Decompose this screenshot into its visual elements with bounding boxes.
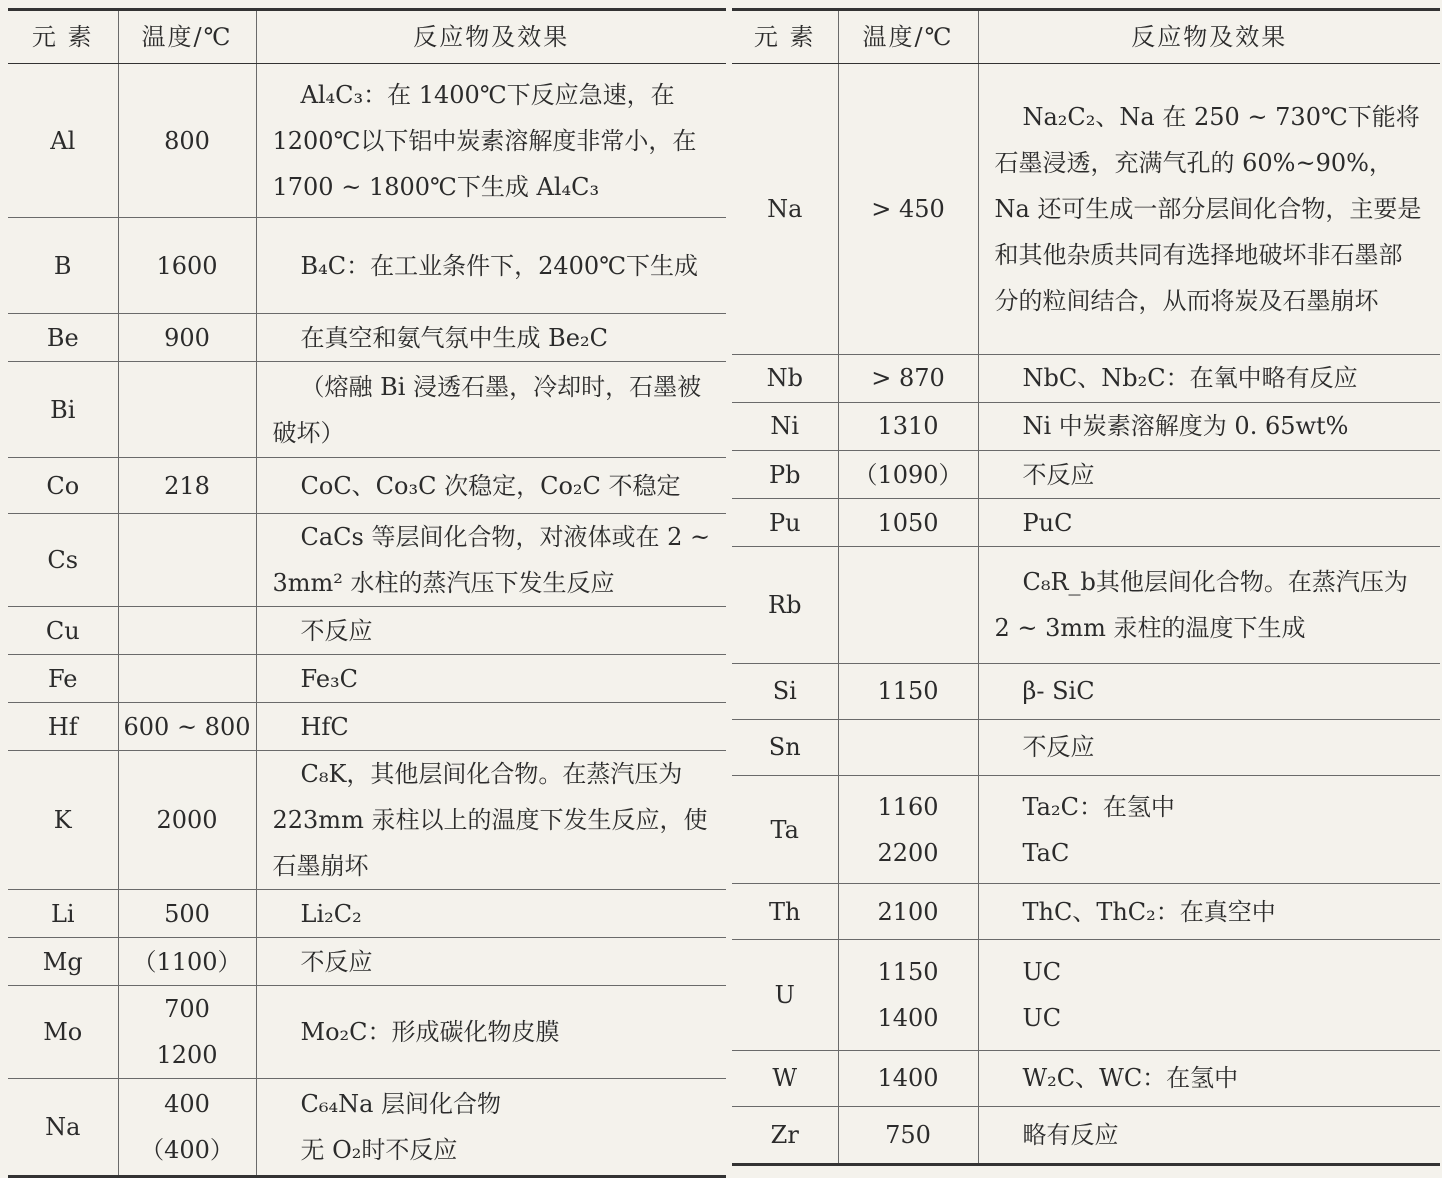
table-row: [732, 499, 1440, 547]
effect-text: UC: [1022, 1003, 1062, 1032]
temperature-value: （1090）: [853, 460, 963, 489]
header-temperature: 温度/℃: [118, 10, 256, 64]
temperature-value: 1160: [877, 792, 939, 821]
table-body-left: [8, 64, 726, 1177]
temperature-cell: [118, 218, 256, 314]
effect-cell: [256, 938, 726, 986]
table-row: [732, 1106, 1440, 1164]
header-element: 元 素: [732, 10, 838, 64]
effect-cell: [978, 1106, 1440, 1164]
element-cell: Mg: [8, 938, 118, 986]
temperature-cell: [118, 1079, 256, 1177]
effect-text: β- SiC: [1022, 677, 1095, 706]
temperature-value: 700: [164, 995, 210, 1023]
effect-text: 略有反应: [1022, 1120, 1119, 1149]
temperature-value: 2000: [156, 806, 218, 834]
temperature-cell: [118, 64, 256, 218]
effect-cell: [256, 607, 726, 655]
table-body-right: [732, 64, 1440, 1165]
element-cell: Rb: [732, 547, 838, 663]
effect-cell: [978, 64, 1440, 355]
temperature-value: 750: [885, 1120, 931, 1149]
effect-text: Ta₂C：在氢中: [1022, 792, 1175, 821]
temperature-cell: [118, 607, 256, 655]
element-cell: Be: [8, 314, 118, 362]
table-row: [8, 64, 726, 218]
element-cell: Sn: [732, 719, 838, 775]
effect-cell: [256, 514, 726, 607]
table-row: [732, 451, 1440, 499]
temperature-value: 1150: [877, 957, 939, 986]
temperature-cell: [838, 64, 978, 355]
effect-cell: [978, 451, 1440, 499]
element-cell: Bi: [8, 362, 118, 458]
temperature-value: 800: [164, 126, 210, 155]
table-row: [732, 775, 1440, 883]
effect-cell: [256, 64, 726, 218]
temperature-cell: [838, 499, 978, 547]
effect-text: CaCs 等层间化合物，对液体或在 2 ~ 3mm² 水柱的蒸汽压下发生反应: [272, 523, 711, 597]
element-cell: Na: [732, 64, 838, 355]
effect-cell: [978, 884, 1440, 940]
element-cell: Pu: [732, 499, 838, 547]
temperature-cell: [838, 402, 978, 450]
table-row: [8, 314, 726, 362]
element-cell: U: [732, 940, 838, 1050]
effect-text: C₆₄Na 层间化合物: [300, 1090, 502, 1118]
temperature-value: （1100）: [132, 947, 242, 976]
header-temperature: 温度/℃: [838, 10, 978, 64]
effect-text: TaC: [1022, 838, 1070, 867]
temperature-value: 1400: [877, 1064, 939, 1093]
element-cell: Th: [732, 884, 838, 940]
effect-cell: [978, 663, 1440, 719]
table-row: [8, 607, 726, 655]
temperature-cell: [118, 514, 256, 607]
effect-text: Mo₂C：形成碳化物皮膜: [300, 1018, 560, 1046]
effect-text: W₂C、WC：在氢中: [1022, 1064, 1239, 1093]
reaction-table-right: [732, 8, 1440, 1166]
effect-text: CoC、Co₃C 次稳定，Co₂C 不稳定: [300, 471, 681, 500]
temperature-cell: [838, 775, 978, 883]
element-cell: Co: [8, 458, 118, 514]
table-row: [8, 458, 726, 514]
table-row: [8, 986, 726, 1079]
element-cell: Li: [8, 890, 118, 938]
effect-cell: [256, 751, 726, 890]
effect-text: （熔融 Bi 浸透石墨，冷却时，石墨被破坏）: [272, 372, 702, 447]
temperature-cell: [118, 938, 256, 986]
reaction-table-left: [8, 8, 726, 1178]
temperature-cell: [118, 703, 256, 751]
table-row: [732, 719, 1440, 775]
table-row: [732, 64, 1440, 355]
element-cell: B: [8, 218, 118, 314]
element-cell: Cs: [8, 514, 118, 607]
effect-cell: [978, 719, 1440, 775]
effect-text: B₄C：在工业条件下，2400℃下生成: [300, 251, 699, 280]
temperature-value: （400）: [140, 1136, 234, 1164]
effect-cell: [978, 1050, 1440, 1106]
header-effect: 反应物及效果: [256, 10, 726, 64]
element-cell: Nb: [732, 354, 838, 402]
effect-cell: [256, 986, 726, 1079]
effect-cell: [256, 218, 726, 314]
effect-text: Na₂C₂、Na 在 250 ~ 730℃下能将石墨浸透，充满气孔的 60%~90%，Na 还可生成一部分层间化合物，主要是和其他杂质共同有选择地破坏非石墨部分的粒间结合，从而将炭及石墨崩坏: [994, 102, 1422, 315]
table-row: [8, 655, 726, 703]
element-cell: W: [732, 1050, 838, 1106]
effect-text: Ni 中炭素溶解度为 0. 65wt%: [1022, 412, 1349, 441]
effect-cell: [256, 890, 726, 938]
effect-text: Al₄C₃：在 1400℃下反应急速，在 1200℃以下铝中炭素溶解度非常小，在 1700 ~ 1800℃下生成 Al₄C₃: [272, 80, 697, 201]
temperature-cell: [838, 1050, 978, 1106]
effect-cell: [256, 458, 726, 514]
table-row: [8, 751, 726, 890]
table-row: [8, 218, 726, 314]
temperature-cell: [838, 547, 978, 663]
temperature-cell: [118, 751, 256, 890]
temperature-value: 2200: [877, 838, 939, 867]
effect-cell: [978, 354, 1440, 402]
temperature-cell: [118, 986, 256, 1079]
effect-cell: [978, 402, 1440, 450]
temperature-value: 1310: [877, 412, 939, 441]
temperature-cell: [118, 458, 256, 514]
temperature-value: 1150: [877, 677, 939, 706]
element-cell: Ni: [732, 402, 838, 450]
element-cell: Al: [8, 64, 118, 218]
table-row: [8, 938, 726, 986]
temperature-cell: [838, 663, 978, 719]
temperature-cell: [118, 655, 256, 703]
effect-text: PuC: [1022, 508, 1073, 537]
effect-text: 不反应: [1022, 733, 1095, 762]
effect-text: 在真空和氨气氛中生成 Be₂C: [300, 323, 608, 352]
temperature-value: 1600: [156, 251, 218, 280]
table-row: [8, 1079, 726, 1177]
temperature-value: 1050: [877, 508, 939, 537]
effect-cell: [978, 775, 1440, 883]
effect-cell: [256, 362, 726, 458]
temperature-cell: [838, 451, 978, 499]
temperature-cell: [838, 354, 978, 402]
temperature-value: 400: [164, 1090, 210, 1118]
effect-text: Fe₃C: [300, 664, 359, 693]
effect-text: UC: [1022, 957, 1062, 986]
table-row: [732, 663, 1440, 719]
effect-text: 无 O₂时不反应: [300, 1136, 458, 1164]
temperature-cell: [118, 890, 256, 938]
table-row: [8, 703, 726, 751]
table-row: [8, 362, 726, 458]
temperature-cell: [118, 314, 256, 362]
effect-cell: [978, 940, 1440, 1050]
temperature-value: > 450: [871, 194, 945, 223]
table-row: [8, 890, 726, 938]
element-cell: K: [8, 751, 118, 890]
temperature-value: > 870: [871, 364, 945, 393]
effect-cell: [256, 655, 726, 703]
element-cell: Na: [8, 1079, 118, 1177]
table-row: [732, 402, 1440, 450]
table-header-row: [732, 10, 1440, 64]
temperature-value: 500: [164, 899, 210, 928]
temperature-value: 218: [164, 471, 210, 500]
effect-text: NbC、Nb₂C：在氧中略有反应: [1022, 364, 1358, 393]
effect-cell: [256, 314, 726, 362]
table-row: [732, 354, 1440, 402]
temperature-value: 900: [164, 323, 210, 352]
table-header-row: [8, 10, 726, 64]
element-cell: Zr: [732, 1106, 838, 1164]
temperature-value: 2100: [877, 897, 939, 926]
effect-text: 不反应: [300, 616, 373, 645]
temperature-value: 1200: [156, 1041, 218, 1069]
temperature-value: 600 ~ 800: [123, 712, 251, 741]
effect-text: C₈K，其他层间化合物。在蒸汽压为 223mm 汞柱以上的温度下发生反应，使石墨崩坏: [272, 760, 708, 880]
effect-cell: [256, 1079, 726, 1177]
temperature-value: 1400: [877, 1003, 939, 1032]
element-cell: Cu: [8, 607, 118, 655]
table-row: [732, 1050, 1440, 1106]
table-row: [8, 514, 726, 607]
element-cell: Ta: [732, 775, 838, 883]
effect-text: C₈R_b其他层间化合物。在蒸汽压为 2 ~ 3mm 汞柱的温度下生成: [994, 567, 1408, 642]
effect-text: Li₂C₂: [300, 899, 362, 928]
element-cell: Hf: [8, 703, 118, 751]
table-row: [732, 547, 1440, 663]
temperature-cell: [838, 1106, 978, 1164]
element-cell: Mo: [8, 986, 118, 1079]
effect-text: ThC、ThC₂：在真空中: [1022, 897, 1276, 926]
effect-cell: [256, 703, 726, 751]
effect-text: 不反应: [1022, 460, 1095, 489]
effect-text: HfC: [300, 712, 349, 741]
effect-cell: [978, 499, 1440, 547]
table-row: [732, 884, 1440, 940]
effect-text: 不反应: [300, 947, 373, 976]
table-row: [732, 940, 1440, 1050]
temperature-cell: [838, 940, 978, 1050]
header-effect: 反应物及效果: [978, 10, 1440, 64]
temperature-cell: [118, 362, 256, 458]
element-cell: Si: [732, 663, 838, 719]
header-element: 元 素: [8, 10, 118, 64]
element-cell: Pb: [732, 451, 838, 499]
temperature-cell: [838, 884, 978, 940]
effect-cell: [978, 547, 1440, 663]
element-cell: Fe: [8, 655, 118, 703]
page: [8, 8, 1440, 1166]
temperature-cell: [838, 719, 978, 775]
